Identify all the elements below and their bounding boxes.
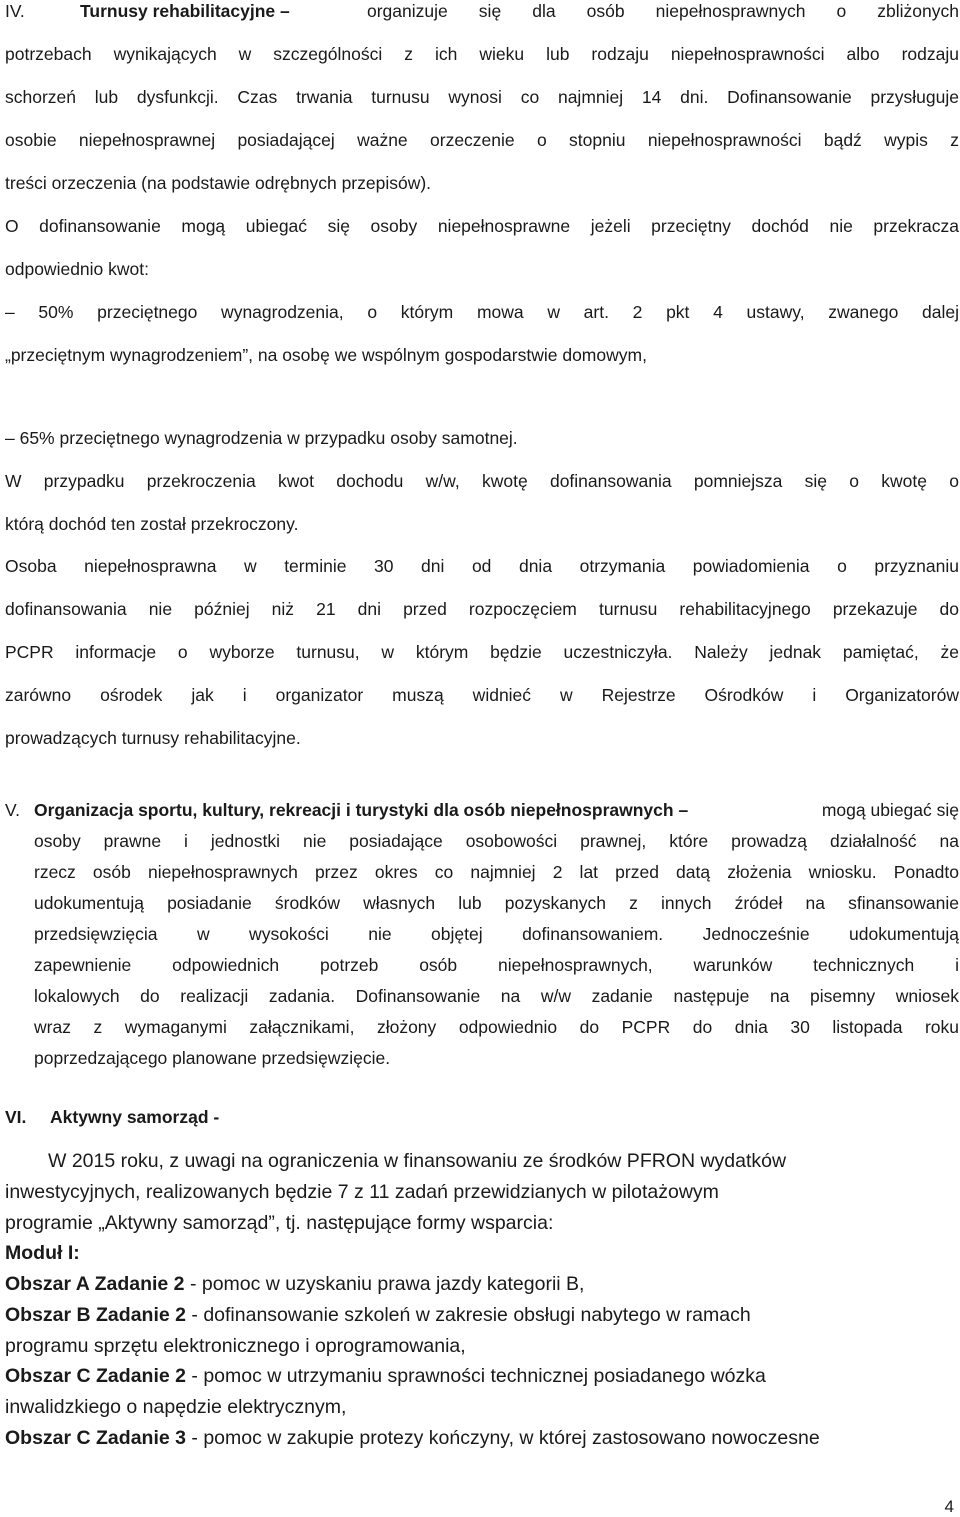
section-v-line-4: udokumentują posiadanie środków własnych lub pozyskanych z innych źródeł na sfinansowanie <box>34 893 959 913</box>
section-iv-heading-line <box>5 0 959 22</box>
section-iv-line-6: O dofinansowanie mogą ubiegać się osoby niepełnosprawne jeżeli przeciętny dochód nie przekracza <box>5 216 959 236</box>
section-v-number: V. <box>5 800 20 820</box>
section-v-line-2: osoby prawne i jednostki nie posiadające osobowości prawnej, które prowadzą działalność na <box>34 831 959 851</box>
section-iv-dash: – <box>280 1 290 21</box>
obszar-b-cont: programu sprzętu elektronicznego i oprogramowania, <box>5 1335 466 1357</box>
obszar-b-text: - dofinansowanie szkoleń w zakresie obsługi nabytego w ramach <box>185 1304 751 1326</box>
section-iv-line-12: PCPR informacje o wyborze turnusu, w którym będzie uczestniczyła. Należy jednak pamiętać, że <box>5 642 959 662</box>
section-v-line-8: wraz z wymaganymi załącznikami, złożony odpowiednio do PCPR do dnia 30 listopada roku <box>34 1017 959 1037</box>
obszar-c2-text: - pomoc w utrzymaniu sprawności technicznej posiadanego wózka <box>185 1365 766 1387</box>
obszar-c2-cont: inwalidzkiego o napędzie elektrycznym, <box>5 1396 347 1418</box>
section-iv-line-5: treści orzeczenia (na podstawie odrębnych przepisów). <box>5 173 432 193</box>
obszar-c3-label: Obszar C Zadanie 3 <box>5 1427 186 1449</box>
section-iv-bullet-1-cont: „przeciętnym wynagrodzeniem”, na osobę we wspólnym gospodarstwie domowym, <box>5 345 647 365</box>
section-iv-title: Turnusy rehabilitacyjne <box>80 1 276 21</box>
section-iv-line-8: W przypadku przekroczenia kwot dochodu w/w, kwotę dofinansowania pomniejsza się o kwotę o <box>5 471 959 491</box>
section-vi-line-3: programie „Aktywny samorząd”, tj. następujące formy wsparcia: <box>5 1212 554 1234</box>
section-vi-modul <box>5 1240 80 1266</box>
list-item-obszar-b <box>5 1302 751 1328</box>
section-iv-line-4: osobie niepełnosprawnej posiadającej ważne orzeczenie o stopniu niepełnosprawności bądź wypis z <box>5 130 959 150</box>
section-iv-line-10: Osoba niepełnosprawna w terminie 30 dni od dnia otrzymania powiadomienia o przyznaniu <box>5 556 959 576</box>
section-iv-line-9: którą dochód ten został przekroczony. <box>5 514 299 534</box>
section-vi-heading <box>5 1106 220 1128</box>
obszar-c3-text: - pomoc w zakupie protezy kończyny, w której zastosowano nowoczesne <box>185 1427 820 1449</box>
obszar-a-text: - pomoc w uzyskaniu prawa jazdy kategorii B, <box>184 1273 585 1295</box>
list-item-obszar-a <box>5 1271 584 1297</box>
section-iv-line-11: dofinansowania nie później niż 21 dni przed rozpoczęciem turnusu rehabilitacyjnego przekazuje do <box>5 599 959 619</box>
section-iv-line-13: zarówno ośrodek jak i organizator muszą widnieć w Rejestrze Ośrodków i Organizatorów <box>5 685 959 705</box>
section-vi-title: Aktywny samorząd - <box>50 1107 220 1127</box>
section-iv-number: IV. <box>5 1 25 21</box>
section-v-line-9: poprzedzającego planowane przedsięwzięcie. <box>34 1048 391 1068</box>
section-iv-line-2: potrzebach wynikających w szczególności z ich wieku lub rodzaju niepełnosprawności albo rodzaju <box>5 44 959 64</box>
section-iv-line-7: odpowiednio kwot: <box>5 259 149 279</box>
section-iv-bullet-1: – 50% przeciętnego wynagrodzenia, o którym mowa w art. 2 pkt 4 ustawy, zwanego dalej <box>5 302 959 322</box>
section-iv-line-3: schorzeń lub dysfunkcji. Czas trwania turnusu wynosi co najmniej 14 dni. Dofinansowanie przysługuje <box>5 87 959 107</box>
obszar-b-label: Obszar B Zadanie 2 <box>5 1304 186 1326</box>
section-iv-bullet-2: – 65% przeciętnego wynagrodzenia w przypadku osoby samotnej. <box>5 428 518 448</box>
section-v-line-7: lokalowych do realizacji zadania. Dofinansowanie na w/w zadanie następuje na pisemny wniosek <box>34 986 959 1006</box>
obszar-a-label: Obszar A Zadanie 2 <box>5 1273 185 1295</box>
section-vi-number: VI. <box>5 1107 27 1127</box>
section-v-line-5: przedsięwzięcia w wysokości nie objętej dofinansowaniem. Jednocześnie udokumentują <box>34 924 959 944</box>
section-iv-line-1: organizuje się dla osób niepełnosprawnych o zbliżonych <box>367 1 959 21</box>
section-v-heading-line <box>34 799 959 821</box>
list-item-obszar-c2 <box>5 1363 766 1389</box>
modul-label: Moduł I: <box>5 1242 80 1264</box>
section-iv-line-14: prowadzących turnusy rehabilitacyjne. <box>5 728 301 748</box>
obszar-c2-label: Obszar C Zadanie 2 <box>5 1365 186 1387</box>
section-v-line-3: rzecz osób niepełnosprawnych przez okres co najmniej 2 lat przed datą złożenia wniosku. Ponadto <box>34 862 959 882</box>
section-v-title: Organizacja sportu, kultury, rekreacji i turystyki dla osób niepełnosprawnych <box>34 800 674 820</box>
section-vi-line-1: W 2015 roku, z uwagi na ograniczenia w finansowaniu ze środków PFRON wydatków <box>48 1150 787 1172</box>
list-item-obszar-c3 <box>5 1425 820 1451</box>
page-number: 4 <box>944 1497 954 1516</box>
section-vi-line-2: inwestycyjnych, realizowanych będzie 7 z 11 zadań przewidzianych w pilotażowym <box>5 1181 719 1203</box>
section-v-line-1: mogą ubiegać się <box>821 800 959 820</box>
section-v-line-6: zapewnienie odpowiednich potrzeb osób niepełnosprawnych, warunków technicznych i <box>34 955 959 975</box>
section-v-dash: – <box>678 800 689 820</box>
